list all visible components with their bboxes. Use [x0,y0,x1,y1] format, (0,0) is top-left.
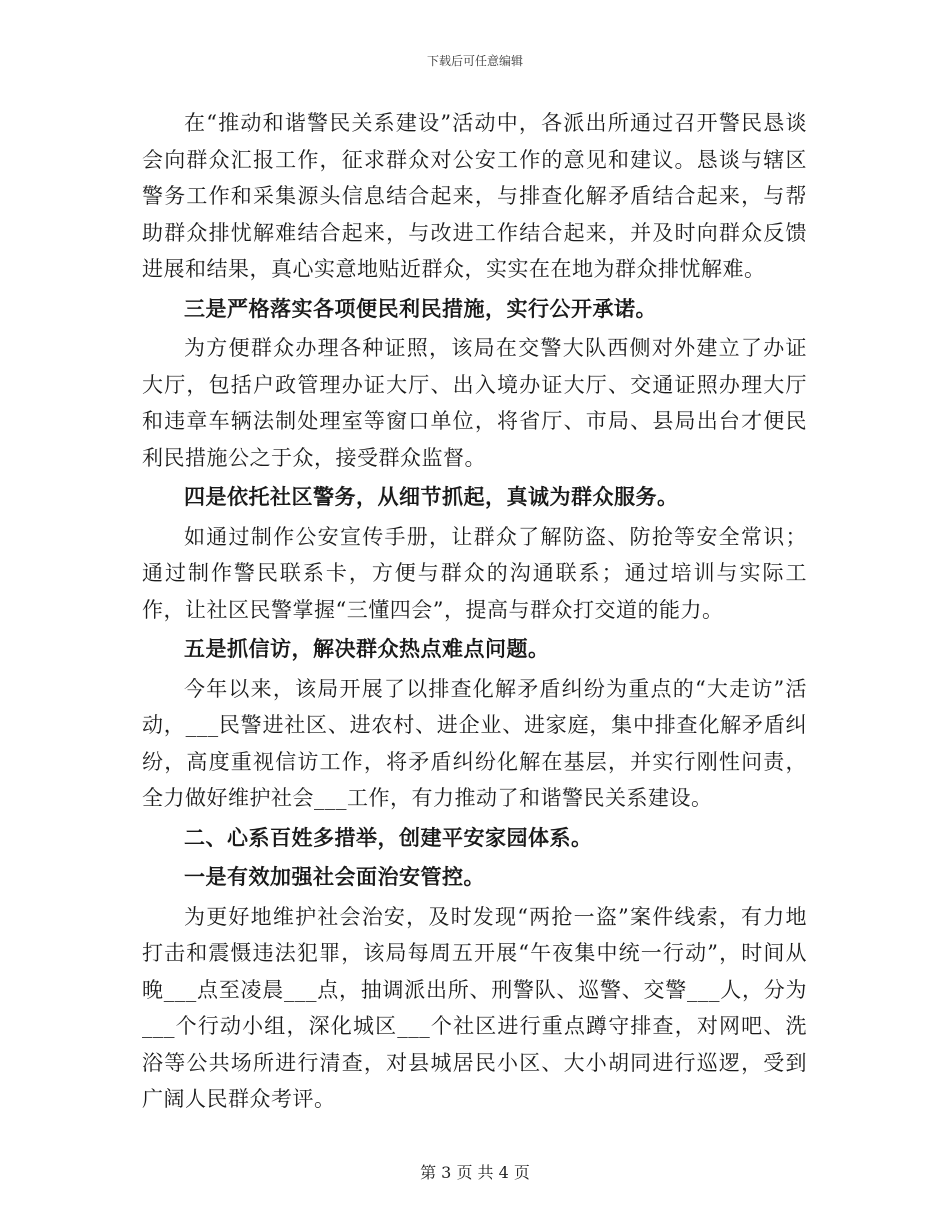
heading-petitions: 五是抓信访，解决群众热点难点问题。 [184,636,550,661]
page-header-note: 下载后可任意编辑 [426,54,523,68]
heading-public-security: 一是有效加强社会面治安管控。 [184,864,485,889]
paragraph-service-hall: 为方便群众办理各种证照，该局在交警大队西侧对外建立了办证大厅，包括户政管理办证大厅、出入境办证大厅、交通证照办理大厅和违章车辆法制处理室等窗口单位，将省厅、市局、县局出台才便民利民措施公之于众，接受群众监督。 [142,336,807,470]
paragraph-community-details: 如通过制作公安宣传手册，让群众了解防盗、防抢等安全常识；通过制作警民联系卡，方便与群众的沟通联系；通过培训与实际工作，让社区民警掌握“三懂四会”，提高与群众打交道的能力。 [142,524,807,622]
page-number: 第 3 页 共 4 页 [420,1163,530,1182]
paragraph-outreach: 在“推动和谐警民关系建设”活动中，各派出所通过召开警民恳谈会向群众汇报工作，征求群众对公安工作的意见和建议。恳谈与辖区警务工作和采集源头信息结合起来，与排查化解矛盾结合起来，与帮助群众排忧解难结合起来，与改进工作结合起来，并及时向群众反馈进展和结果，真心实意地贴近群众，实实在在地为群众排忧解难。 [142,111,807,281]
paragraph-visits: 今年以来，该局开展了以排查化解矛盾纠纷为重点的“大走访”活动，___民警进社区、进农村、进企业、进家庭，集中排查化解矛盾纠纷，高度重视信访工作，将矛盾纠纷化解在基层，并实行刚性问责，全力做好维护社会___工作，有力推动了和谐警民关系建设。 [142,676,807,810]
document-body [142,105,807,1118]
paragraph-midnight-action: 为更好地维护社会治安，及时发现“两抢一盗”案件线索，有力地打击和震慑违法犯罪，该局每周五开展“午夜集中统一行动”，时间从晚___点至凌晨___点，抽调派出所、刑警队、巡警、交警___人，分为___个行动小组，深化城区___个社区进行重点蹲守排查，对网吧、洗浴等公共场所进行清查，对县城居民小区、大小胡同进行巡逻，受到广阔人民群众考评。 [142,904,807,1111]
heading-safe-home: 二、心系百姓多措举，创建平安家园体系。 [184,824,593,850]
heading-community-policing: 四是依托社区警务，从细节抓起，真诚为群众服务。 [184,484,679,509]
heading-convenience-measures: 三是严格落实各项便民利民措施，实行公开承诺。 [184,295,657,321]
